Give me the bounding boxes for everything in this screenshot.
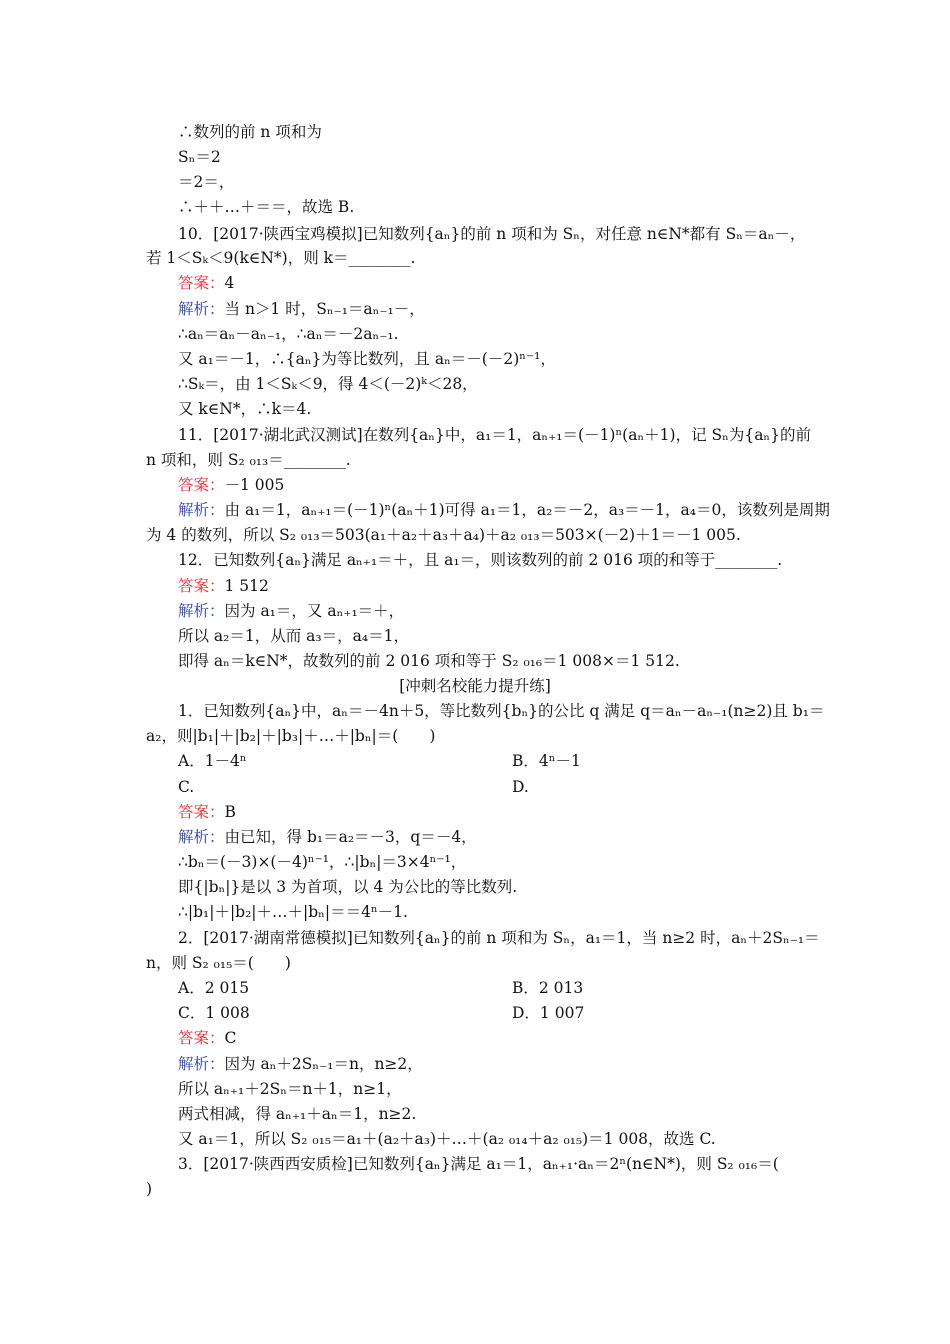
analysis-label: 解析： <box>178 828 225 846</box>
answer-p1: 答案：B <box>178 803 236 821</box>
question-10-line2: 若 1＜Sₖ＜9(k∈N*)，则 k＝________. <box>146 249 416 267</box>
answer-11: 答案：－1 005 <box>178 476 285 494</box>
text-line: 所以 a₂＝1，从而 a₃＝，a₄＝1， <box>178 627 409 645</box>
problem-3-line1: 3．[2017·陕西西安质检]已知数列{aₙ}满足 a₁＝1，aₙ₊₁·aₙ＝2ⁿ(n∈N*)，则 S₂ ₀₁₆＝( <box>178 1155 779 1173</box>
question-12: 12．已知数列{aₙ}满足 aₙ₊₁＝＋，且 a₁＝，则该数列的前 2 016 项的和等于________. <box>178 551 783 569</box>
answer-label: 答案： <box>178 577 225 595</box>
text-line: 又 a₁＝1，所以 S₂ ₀₁₅＝a₁＋(a₂＋a₃)＋…＋(a₂ ₀₁₄＋a₂ ₀₁₅)＝1 008，故选 C. <box>178 1130 716 1148</box>
text-line: 两式相减，得 aₙ₊₁＋aₙ＝1，n≥2. <box>178 1105 417 1123</box>
question-11-line2: n 项和，则 S₂ ₀₁₃＝________. <box>146 451 351 469</box>
analysis-label: 解析： <box>178 1055 225 1073</box>
text-line: 即得 aₙ＝k∈N*，故数列的前 2 016 项和等于 S₂ ₀₁₆＝1 008×＝1 512. <box>178 652 680 670</box>
text-line: ＝2＝， <box>178 173 235 191</box>
answer-label: 答案： <box>178 274 225 292</box>
text-line: 又 k∈N*，∴k＝4. <box>178 400 312 418</box>
problem-3-line2: ) <box>146 1180 153 1198</box>
analysis-label: 解析： <box>178 501 225 519</box>
option-c: C. <box>178 778 195 796</box>
text-line: Sₙ＝2 <box>178 148 221 166</box>
problem-2-line1: 2．[2017·湖南常德模拟]已知数列{aₙ}的前 n 项和为 Sₙ，a₁＝1，当 n≥2 时，aₙ＋2Sₙ₋₁＝ <box>178 929 820 947</box>
problem-1-line1: 1．已知数列{aₙ}中，aₙ＝－4n＋5，等比数列{bₙ}的公比 q 满足 q＝aₙ－aₙ₋₁(n≥2)且 b₁＝ <box>178 702 825 720</box>
text-line: ∴|b₁|＋|b₂|＋…＋|bₙ|＝＝4ⁿ－1. <box>178 903 408 921</box>
text-line: 又 a₁＝－1，∴{aₙ}为等比数列，且 aₙ＝－(－2)ⁿ⁻¹， <box>178 350 556 368</box>
option-b: B．2 013 <box>512 979 584 997</box>
text-line: ∴aₙ＝aₙ－aₙ₋₁，∴aₙ＝－2aₙ₋₁. <box>178 325 399 343</box>
answer-p2: 答案：C <box>178 1029 237 1047</box>
text-line: 为 4 的数列，所以 S₂ ₀₁₃＝503(a₁＋a₂＋a₃＋a₄)＋a₂ ₀₁₃＝503×(－2)＋1＝－1 005. <box>146 526 741 544</box>
option-c: C．1 008 <box>178 1004 250 1022</box>
text-line: ∴Sₖ＝，由 1＜Sₖ＜9，得 4＜(－2)ᵏ＜28， <box>178 375 478 393</box>
answer-label: 答案： <box>178 803 225 821</box>
problem-2-line2: n，则 S₂ ₀₁₅＝( ) <box>146 954 291 972</box>
analysis-p2-line1: 解析：因为 aₙ＋2Sₙ₋₁＝n，n≥2， <box>178 1055 423 1073</box>
answer-label: 答案： <box>178 1029 225 1047</box>
answer-label: 答案： <box>178 476 225 494</box>
section-heading: [冲刺名校能力提升练] <box>399 677 551 695</box>
text-line: ∴＋＋…＋＝＝，故选 B. <box>178 198 355 216</box>
text-line: ∴bₙ＝(－3)×(－4)ⁿ⁻¹，∴|bₙ|＝3×4ⁿ⁻¹， <box>178 853 467 871</box>
question-10-line1: 10．[2017·陕西宝鸡模拟]已知数列{aₙ}的前 n 项和为 Sₙ，对任意 n∈N*都有 Sₙ＝aₙ－， <box>178 225 806 243</box>
analysis-p1-line1: 解析：由已知，得 b₁＝a₂＝－3，q＝－4， <box>178 828 477 846</box>
text-line: 所以 aₙ₊₁＋2Sₙ＝n＋1，n≥1， <box>178 1080 402 1098</box>
text-line: ∴数列的前 n 项和为 <box>178 123 322 141</box>
question-11-line1: 11．[2017·湖北武汉测试]在数列{aₙ}中，a₁＝1，aₙ₊₁＝(－1)ⁿ(aₙ＋1)，记 Sₙ为{aₙ}的前 <box>178 426 812 444</box>
analysis-label: 解析： <box>178 602 225 620</box>
option-b: B．4ⁿ－1 <box>512 752 581 770</box>
analysis-label: 解析： <box>178 300 225 318</box>
problem-1-line2: a₂，则|b₁|＋|b₂|＋|b₃|＋…＋|bₙ|＝( ) <box>146 727 436 745</box>
analysis-12-line1: 解析：因为 a₁＝，又 aₙ₊₁＝＋， <box>178 602 405 620</box>
analysis-11-line1: 解析：由 a₁＝1，aₙ₊₁＝(－1)ⁿ(aₙ＋1)可得 a₁＝1，a₂＝－2，a₃＝－1，a₄＝0，该数列是周期 <box>178 501 830 519</box>
option-d: D. <box>512 778 529 796</box>
option-d: D．1 007 <box>512 1004 585 1022</box>
analysis-10-line1: 解析：当 n＞1 时，Sₙ₋₁＝aₙ₋₁－， <box>178 300 425 318</box>
option-a: A．1－4ⁿ <box>178 752 247 770</box>
answer-12: 答案：1 512 <box>178 577 269 595</box>
option-a: A．2 015 <box>178 979 250 997</box>
text-line: 即{|bₙ|}是以 3 为首项，以 4 为公比的等比数列. <box>178 878 518 896</box>
answer-10: 答案：4 <box>178 274 235 292</box>
